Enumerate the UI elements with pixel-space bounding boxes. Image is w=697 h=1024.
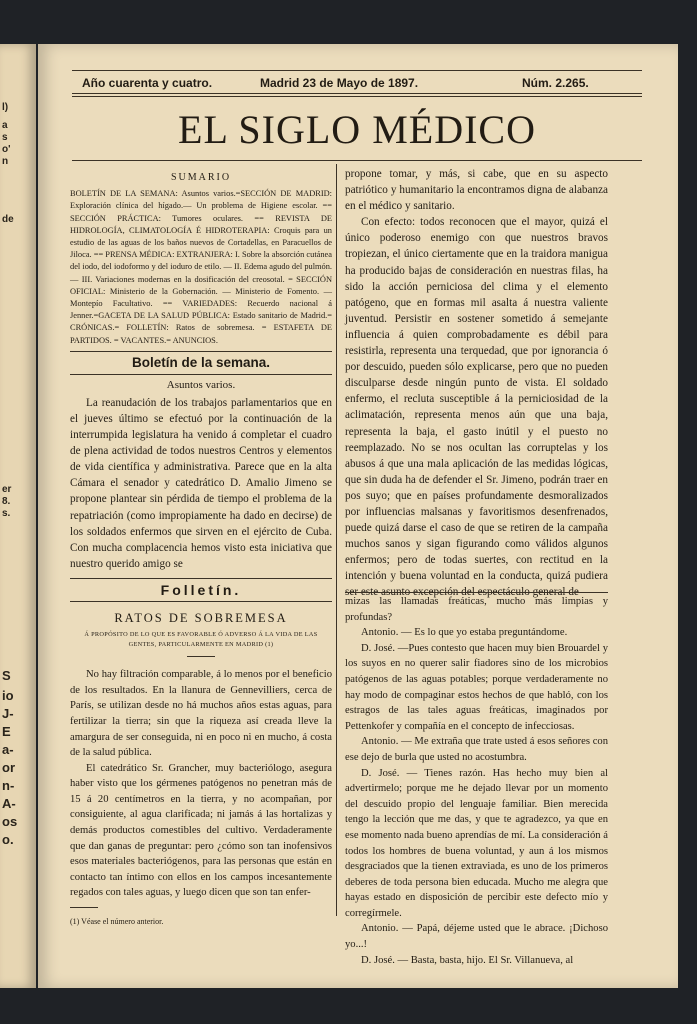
- left-fragment: o.: [2, 832, 14, 847]
- left-fragment: J-: [2, 706, 14, 721]
- header-rule: [72, 93, 642, 94]
- folletin-dialogue: [345, 594, 608, 968]
- issue-number: Núm. 2.265.: [522, 76, 589, 90]
- dialogue-line: Antonio. — Es lo que yo estaba preguntándome.: [361, 627, 568, 639]
- column-divider-lower: [336, 600, 337, 916]
- left-fragment: l): [2, 102, 9, 113]
- left-fragment: io: [2, 688, 14, 703]
- dialogue-line: D. José. — Tienes razón. Has hecho muy bien al advertirmelo; porque me he dejado llevar por un momento del descuido propio del lenguaje familiar. Bien merecida tengo la lección que me das, y que te agradezco, ya que en ese momento nada bueno aprendías de mí. La consideración á todos los hombres de buena voluntad, y aun á los mismos desgraciados que la tienen extraviada, es uno de los primeros deberes de toda persona bien educada. Mucho me alegra que hayas estado en disposición de percibir este defecto mío y corregírmele.: [345, 767, 608, 919]
- right-column: [345, 166, 608, 601]
- column-divider: [336, 164, 337, 636]
- left-fragment: o': [2, 144, 11, 155]
- left-fragment: s: [2, 132, 8, 143]
- dialogue-line: mizas las llamadas freáticas, mucho más limpias y profundas?: [345, 596, 608, 623]
- left-fragment: er: [2, 484, 12, 495]
- left-fragment: 8.: [2, 496, 11, 507]
- sumario-body: BOLETÍN DE LA SEMANA: Asuntos varios.=SECCIÓN DE MADRID: Exploración clínica del hígado.— Un problema de Higiene escolar. == SECCIÓN PRÁCTICA: Tumores oculares. == REVISTA DE HIDROLOGÍA, CLIMATOLOGÍA É HIDROTERAPIA: Croquis para un estudio de las aguas de los baños nuevos de Cortadellas, en Paracuellos de Jiloca. == PRENSA MÉDICA: EXTRANJERA: I. Sobre la absorción cutánea del iodo, del iodoformo y del ioduro de etilo. — II. Edema agudo del pulmón. — III. Variaciones modernas en la dosificación del creosotal. = SECCIÓN OFICIAL: Ministerio de la Gobernación. — Ministerio de Fomento. — Montepío Facultativo. == VARIEDADES: Recuerdo nacional á Jenner.=GACETA DE LA SALUD PÚBLICA: Estado sanitario de Madrid.= CRÓNICAS.= FOLLETÍN: Ratos de sobremesa. = ESTAFETA DE PARTIDOS. = VACANTES.= ANUNCIOS.: [70, 189, 332, 345]
- dialogue-line: Antonio. — Papá, déjeme usted que le abrace. ¡Dichoso yo...!: [345, 923, 608, 951]
- folletin-subtitle: Á PROPÓSITO DE LO QUE ES FAVORABLE Ó ADVERSO Á LA VIDA DE LAS GENTES, PARTICULARMENTE EN MADRID (1): [84, 631, 318, 649]
- folletin-title: RATOS DE SOBREMESA: [114, 611, 288, 626]
- dialogue-line: D. José. —Pues contesto que hacen muy bien Brouardel y los suyos en no querer salir fiadores sino de los microbios patógenos de las aguas potables; porque verdaderamente no hay modo de compaginar estos hechos de que habló, con los estragos de las tales aguas freáticas, imaginados por Pettenkofer y compañía en el concepto de infecciosas.: [345, 642, 608, 732]
- masthead-title: EL SIGLO MÉDICO: [178, 107, 536, 152]
- folletin-heading: Folletín.: [70, 578, 332, 602]
- left-fragment: a: [2, 120, 8, 131]
- folletin-separator: [345, 592, 608, 593]
- dialogue-line: Antonio. — Me extraña que trate usted á esos señores con ese dejo de burla que usted no acostumbra.: [345, 736, 608, 763]
- article-paragraph: propone tomar, y más, si cabe, que en su aspecto patriótico y humanitario la encontramos digna de alabanza en el médico y sanitario.: [345, 168, 608, 213]
- sumario-title: SUMARIO: [170, 172, 232, 183]
- folletin-paragraph: El catedrático Sr. Grancher, muy bacteriólogo, asegura haber visto que los gérmenes patógenos no penetran más de 15 á 20 centímetros en la tierra, y no acompañan, por consiguiente, al agua clarificada; ni jamás á las hortalizas y demás productos comestibles del cultivo. Verdaderamente que dan ganas de preguntar: pero ¿cómo son tan inofensivos esos materiales bacteriógenos, para las personas que están en contacto tan íntimo con ellos en los campos incesantemente regados con tales aguas, y luego dicen que son tan enfer-: [70, 762, 332, 899]
- left-fragment: n-: [2, 778, 15, 793]
- left-fragment: A-: [2, 796, 16, 811]
- left-fragment: de: [2, 214, 14, 225]
- left-fragment: S: [2, 668, 11, 683]
- footnote-rule: [70, 907, 98, 908]
- left-fragment: s.: [2, 508, 11, 519]
- left-fragment: a-: [2, 742, 14, 757]
- boletin-paragraph: La reanudación de los trabajos parlamentarios que en el jueves último se efectuó por la continuación de la interrumpida legislatura ha venido á completar el cuadro de plena actividad de todos nuestros Centros y elementos de vida científica y administrativa. Parece que en la alta Cámara el senador y catedrático D. Amalio Jimeno se propone plantear sin pérdida de tiempo el problema de la repatriación (como impropiamente ha dado en decirse) de los soldados enfermos que sirven en el ejército de Cuba. Con mucha complacencia hemos visto esta iniciativa que nuestro querido amigo se: [70, 396, 332, 570]
- issue-year: Año cuarenta y cuatro.: [82, 76, 213, 90]
- folletin-paragraph: No hay filtración comparable, á lo menos por el beneficio de los resultados. En la llanura de Gennevilliers, cerca de París, se utilizan desde no há muchos años estas aguas, para fertilizar la tierra; sin que la riqueza así creada lleve la amargura de ser conseguida, ni en poco ni en mucho, á costa de la salud pública.: [70, 669, 332, 759]
- dialogue-line: D. José. — Basta, basta, hijo. El Sr. Villanueva, al: [361, 954, 574, 966]
- left-fragment: or: [2, 760, 15, 775]
- left-fragment: E: [2, 724, 11, 739]
- header-top-rule: [72, 70, 642, 71]
- boletin-heading: Boletín de la semana.: [70, 351, 332, 375]
- footnote: (1) Véase el número anterior.: [70, 917, 164, 927]
- newspaper-page: [38, 44, 678, 988]
- left-fragment: n: [2, 156, 9, 167]
- issue-date: Madrid 23 de Mayo de 1897.: [260, 76, 419, 90]
- short-rule: [187, 656, 215, 657]
- left-fragment: os: [2, 814, 18, 829]
- boletin-subheading: Asuntos varios.: [166, 378, 236, 391]
- masthead-rule: [72, 160, 642, 161]
- header-rule-double: [72, 96, 642, 97]
- left-column: [70, 166, 332, 930]
- article-paragraph: Con efecto: todos reconocen que el mayor, quizá el único poderoso enemigo con que nuestros bravos tropiezan, el único ciertamente que en la traidora manigua ha producido bajas de consideración en nuestras filas, ha sido la acción perniciosa del clima y el elemento patógeno, que en formas mil asalta á nuestra valiente juventud. Persistir en sostener sometido á semejante influencia á quien comprobadamente es débil para resistirla, representa una terquedad, que por ignorancia ó por descuido, pueden sólo explicarse, pero que no pueden disculparse desde ningún punto de vista. El soldado enfermo, el recluta susceptible á la perniciosidad de la aclimatación, representa menos aún que una baja, representa la baja, el gasto inútil y el puesto no reemplazado. No se nos ocultan las corruptelas y los abusos á que una mala aplicación de las medidas lógicas, que sin duda ha de defender el Sr. Jimeno, podrán traer en pos suyo; que en países profundamente desmoralizados por influencias malsanas y favoritismos desenfrenados, puede quizá darse el caso de que se retiren de la campaña muchos sanos y sigan figurando como válidos algunos enfermos; pero de todas suertes, con rectitud en la intención y buena voluntad en la conducta, quizá pudiera ser este asunto excepción del espectáculo general de: [345, 216, 608, 599]
- left-page-fragment: [0, 44, 36, 988]
